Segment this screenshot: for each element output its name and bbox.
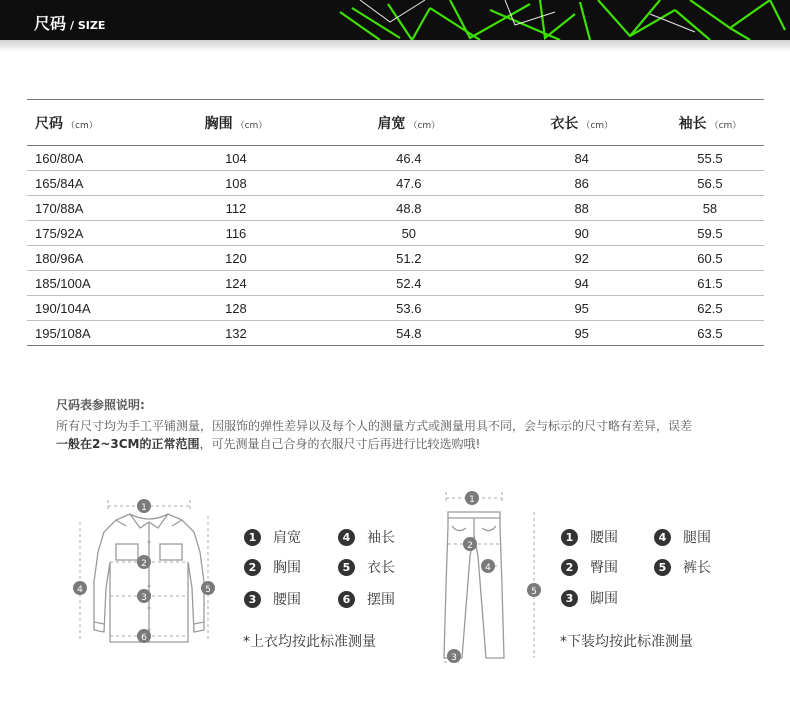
shirt-diagram [68,492,230,656]
cell-chest: 104 [162,146,310,171]
cell-length: 86 [508,171,656,196]
header-bar [0,0,790,40]
cell-sleeve: 55.5 [656,146,764,171]
col-header-shoulder: 肩宽 （cm） [310,100,507,146]
cell-length: 92 [508,246,656,271]
legend-label: 裤长 [683,560,711,576]
shirt-legend-item [244,527,301,547]
shirt-caption: *上衣均按此标准测量 [243,634,376,650]
shirt-marker-3-label: 3 [141,593,147,603]
shirt-legend-item [338,527,395,547]
col-header-sleeve: 袖长 （cm） [656,100,764,146]
cell-size: 180/96A [27,246,162,271]
page-title [34,11,105,34]
cell-shoulder: 53.6 [310,296,507,321]
shirt-outline [94,514,204,642]
notes-line-1: 所有尺寸均为手工平铺测量，因服饰的弹性差异以及每个人的测量方式或测量用具不同，会与标示的尺寸略有差异，误差 [56,419,693,433]
legend-number-icon: 5 [338,559,355,576]
shirt-legend-item [244,589,301,609]
cell-size: 195/108A [27,321,162,346]
cell-length: 94 [508,271,656,296]
pants-legend-item [561,557,618,577]
notes-line-2 [56,435,480,452]
table-row [27,171,764,196]
table-row [27,246,764,271]
shirt-marker-4-label: 4 [77,585,83,595]
pants-caption: *下装均按此标准测量 [560,634,693,650]
pants-outline [444,512,504,658]
table-row [27,296,764,321]
legend-label: 衣长 [367,560,395,576]
legend-label: 臀围 [590,560,618,576]
legend-number-icon: 2 [561,559,578,576]
pants-marker-2-label: 2 [467,541,473,551]
cell-sleeve: 63.5 [656,321,764,346]
legend-number-icon: 3 [244,591,261,608]
shirt-marker-6-label: 6 [141,633,147,643]
cell-chest: 120 [162,246,310,271]
col-header-length: 衣长 （cm） [508,100,656,146]
cell-sleeve: 58 [656,196,764,221]
header-shadow [0,40,790,52]
legend-label: 腰围 [590,530,618,546]
legend-label: 脚围 [590,591,618,607]
legend-number-icon: 1 [244,529,261,546]
title-text: 尺码 [34,14,67,33]
cell-chest: 128 [162,296,310,321]
pants-marker-1-label: 1 [469,495,475,505]
cell-length: 84 [508,146,656,171]
cell-shoulder: 54.8 [310,321,507,346]
cell-sleeve: 59.5 [656,221,764,246]
cell-shoulder: 46.4 [310,146,507,171]
shirt-legend-item [244,557,301,577]
table-row [27,271,764,296]
size-table [27,99,764,346]
legend-label: 胸围 [273,560,301,576]
cell-size: 160/80A [27,146,162,171]
shirt-marker-2-label: 2 [141,559,147,569]
cell-size: 190/104A [27,296,162,321]
table-row [27,321,764,346]
pants-marker-3-label: 3 [451,653,457,663]
pants-legend-item [654,557,711,577]
cell-sleeve: 62.5 [656,296,764,321]
legend-number-icon: 3 [561,590,578,607]
pants-marker-4-label: 4 [485,563,491,573]
pants-diagram [438,486,548,668]
title-subtitle: / SIZE [70,19,106,32]
shirt-marker-5-label: 5 [205,585,211,595]
cell-chest: 132 [162,321,310,346]
notes-line-2-rest: ，可先测量自己合身的衣服尺寸后再进行比较选购哦! [199,437,481,451]
cell-chest: 116 [162,221,310,246]
cell-length: 95 [508,321,656,346]
cell-size: 170/88A [27,196,162,221]
legend-label: 腿围 [683,530,711,546]
legend-number-icon: 2 [244,559,261,576]
notes-title: 尺码表参照说明: [56,398,145,412]
cell-shoulder: 51.2 [310,246,507,271]
cell-chest: 112 [162,196,310,221]
cell-sleeve: 61.5 [656,271,764,296]
cell-size: 185/100A [27,271,162,296]
notes-line-2-bold: 一般在2~3CM的正常范围 [56,437,200,451]
green-polygon-decoration [330,0,790,40]
legend-label: 袖长 [367,530,395,546]
legend-label: 肩宽 [273,530,301,546]
col-header-chest: 胸围 （cm） [162,100,310,146]
shirt-legend-item [338,557,395,577]
legend-number-icon: 1 [561,529,578,546]
pants-markers [447,491,541,663]
pants-marker-5-label: 5 [531,587,537,597]
cell-chest: 108 [162,171,310,196]
cell-shoulder: 52.4 [310,271,507,296]
cell-size: 175/92A [27,221,162,246]
table-row [27,196,764,221]
table-row [27,221,764,246]
legend-label: 腰围 [273,592,301,608]
cell-shoulder: 48.8 [310,196,507,221]
shirt-marker-1-label: 1 [141,503,147,513]
cell-sleeve: 60.5 [656,246,764,271]
legend-number-icon: 6 [338,591,355,608]
legend-number-icon: 5 [654,559,671,576]
cell-length: 88 [508,196,656,221]
legend-number-icon: 4 [338,529,355,546]
cell-shoulder: 47.6 [310,171,507,196]
cell-size: 165/84A [27,171,162,196]
table-row [27,146,764,171]
pants-legend-item [561,588,618,608]
cell-length: 90 [508,221,656,246]
legend-number-icon: 4 [654,529,671,546]
cell-sleeve: 56.5 [656,171,764,196]
pants-legend-item [561,527,618,547]
cell-length: 95 [508,296,656,321]
table-header-row [27,100,764,146]
pants-legend-item [654,527,711,547]
cell-shoulder: 50 [310,221,507,246]
legend-label: 摆围 [367,592,395,608]
shirt-legend-item [338,589,395,609]
cell-chest: 124 [162,271,310,296]
col-header-size: 尺码 （cm） [27,100,162,146]
